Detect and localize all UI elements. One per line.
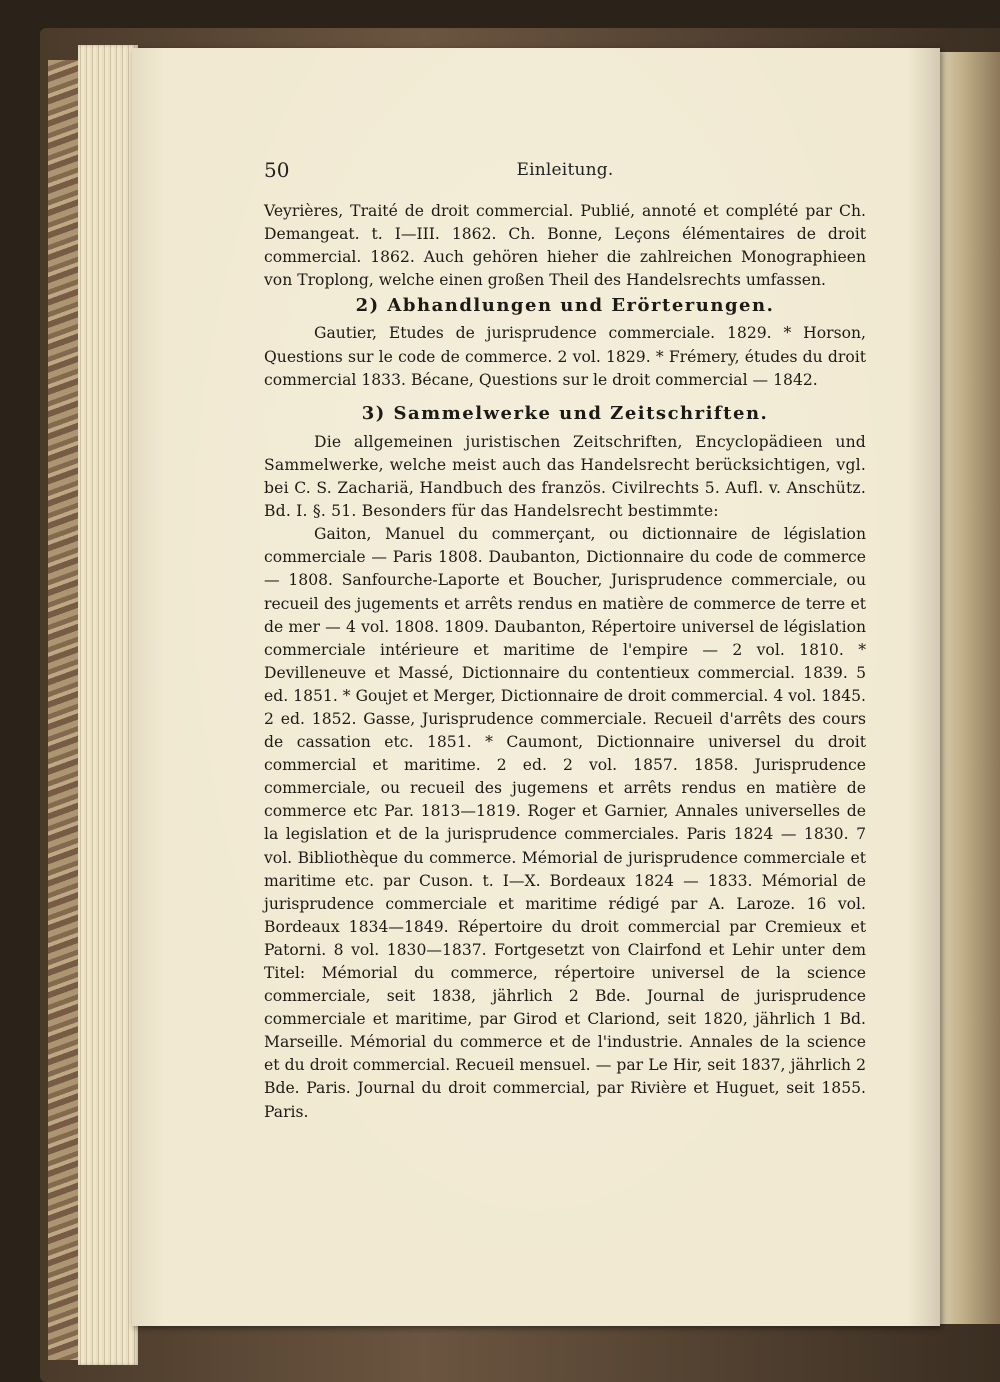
- page-number: 50: [264, 158, 290, 182]
- section-heading-3: 3) Sammelwerke und Zeitschriften.: [361, 402, 769, 424]
- section-2-text: Gautier, Etudes de jurisprudence commerciale. 1829. * Horson, Questions sur le code de commerce. 2 vol. 1829. * Frémery, études du droit commercial 1833. Bécane, Questions sur le droit commercial — 1842.: [264, 324, 866, 389]
- paragraph-intro: Veyrières, Traité de droit commercial. Publié, annoté et complété par Ch. Demangeat. t. I—III. 1862. Ch. Bonne, Leçons élémentaires de droit commercial. 1862. Auch gehören hieher die zahlreichen Monographieen von Troplong, welche einen großen Theil des Handelsrechts umfassen.: [264, 202, 866, 290]
- page-stack-right: [940, 52, 1000, 1324]
- section-3-body: Gaiton, Manuel du commerçant, ou dictionnaire de législation commerciale — Paris 1808. Daubanton, Dictionnaire du code de commerce — 1808. Sanfourche-Laporte et Boucher, Jurisprudence commerciale, ou recueil des jugements et arrêts rendus en matière de commerce de terre et de mer — 4 vol. 1808. 1809. Daubanton, Répertoire universel de législation commerciale intérieure et maritime de l'empire — 2 vol. 1810. * Devilleneuve et Massé, Dictionnaire du contentieux commercial. 1839. 5 ed. 1851. * Goujet et Merger, Dictionnaire de droit commercial. 4 vol. 1845. 2 ed. 1852. Gasse, Jurisprudence commerciale. Recueil d'arrêts des cours de cassation etc. 1851. * Caumont, Dictionnaire universel du droit commercial et maritime. 2 ed. 2 vol. 1857. 1858. Jurisprudence commerciale, ou recueil des jugemens et arrêts rendus en matière de commerce etc Par. 1813—1819. Roger et Garnier, Annales universelles de la legislation et de la jurisprudence commerciales. Paris 1824 — 1830. 7 vol. Bibliothèque du commerce. Mémorial de jurisprudence commerciale et maritime etc. par Cuson. t. I—X. Bordeaux 1824 — 1833. Mémorial de jurisprudence commerciale et maritime rédigé par A. Laroze. 16 vol. Bordeaux 1834—1849. Répertoire du droit commercial par Cremieux et Patorni. 8 vol. 1830—1837. Fortgesetzt von Clairfond et Lehir unter dem Titel: Mémorial du commerce, répertoire universel de la science commerciale, seit 1838, jährlich 2 Bde. Journal de jurisprudence commerciale et maritime, par Girod et Clariond, seit 1820, jährlich 1 Bd. Marseille. Mémorial du commerce et de l'industrie. Annales de la science et du droit commercial. Recueil mensuel. — par Le Hir, seit 1837, jährlich 2 Bde. Paris. Journal du droit commercial, par Rivière et Huguet, seit 1855. Paris.: [264, 525, 866, 1121]
- section-3-intro: Die allgemeinen juristischen Zeitschriften, Encyclopädieen und Sammelwerke, welche meist auch das Handelsrecht berücksichtigen, vgl. bei C. S. Zachariä, Handbuch des französ. Civilrechts 5. Aufl. v. Anschütz. Bd. I. §. 51. Besonders für das Handelsrecht bestimmte:: [264, 432, 866, 521]
- section-heading-2: 2) Abhandlungen und Erörterungen.: [355, 295, 775, 317]
- page-stack-left: [78, 45, 138, 1365]
- running-head: Einleitung.: [516, 160, 614, 180]
- page-body: [264, 200, 866, 1124]
- page-header: [264, 158, 866, 188]
